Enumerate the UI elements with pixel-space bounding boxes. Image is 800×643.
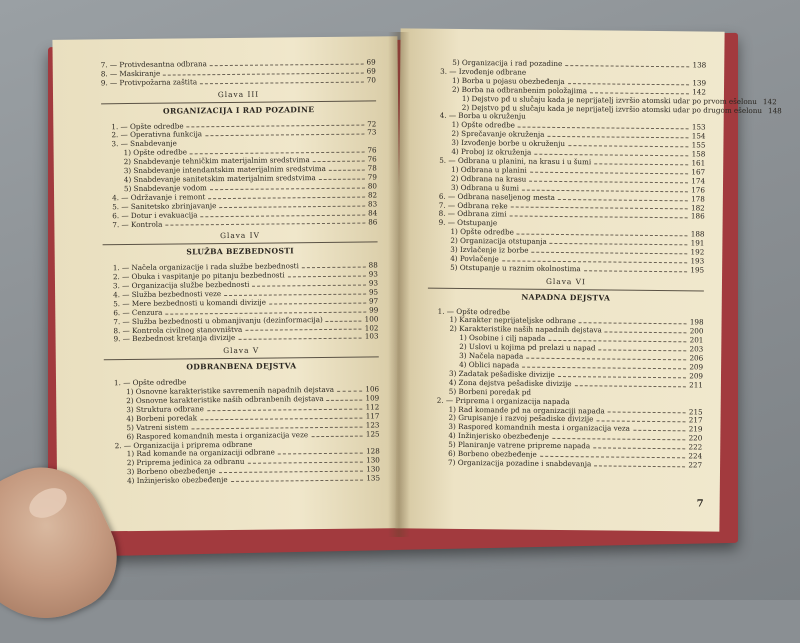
toc-entry-page: 82: [368, 191, 377, 200]
toc-entry-title: 5) Otstupanje u raznim okolnostima: [450, 264, 581, 274]
toc-entry-title: 9. — Protivpožarna zaštita: [101, 78, 197, 88]
toc-entry-title: 7. — Kontrola: [112, 220, 162, 229]
toc-entry-title: 4) Zona dejstva pešadiske divizije: [449, 379, 572, 389]
toc-entry-title: 5) Snabdevanje vodom: [124, 184, 207, 194]
chapter-5-label: Glava V: [104, 346, 379, 358]
toc-entry-page: 86: [368, 218, 377, 227]
toc-leader: [547, 131, 688, 138]
toc-leader: [531, 247, 687, 255]
toc-entry-title: 1) Dejstvo pd u slučaju kada je neprijatelj izvršio atomski udar po prvom ešelonu: [462, 95, 757, 107]
toc-leader: [530, 167, 689, 175]
toc-entry-title: 4) Inžinjerisko obezbeđenje: [448, 432, 549, 442]
toc-entry-page: 139: [692, 79, 706, 88]
toc-entry-title: 4. — Održavanje i remont: [112, 193, 205, 203]
toc-entry-title: 4) Inžinjerisko obezbeđenje: [127, 476, 228, 486]
toc-entry-title: 1) Rad komande pd na organizaciji napada: [449, 405, 605, 416]
toc-leader: [529, 175, 688, 183]
toc-entry-page: 138: [692, 61, 706, 70]
toc-entry-page: 220: [689, 435, 703, 444]
toc-entry-title: 1. — Načela organizacije i rada službe bezbednosti: [113, 262, 299, 273]
toc-leader: [219, 466, 364, 473]
toc-entry-title: 2) Sprečavanje okruženja: [451, 130, 544, 140]
toc-entry-title: 4. — Borba u okruženju: [440, 112, 526, 122]
toc-entry-page: 97: [369, 297, 378, 306]
left-page: [52, 36, 402, 532]
toc-leader: [210, 182, 365, 190]
right-page-toc: [426, 59, 706, 471]
toc-leader: [231, 475, 364, 482]
chapter-3-items: [101, 120, 377, 230]
toc-leader: [596, 416, 685, 423]
toc-entry-title: 1) Rad komande na organizaciji odbrane: [127, 449, 275, 459]
toc-entry-title: 1. — Opšte odredbe: [111, 122, 183, 132]
toc-entry-page: 209: [689, 363, 703, 372]
toc-leader: [526, 353, 686, 361]
toc-entry-page: 222: [688, 444, 702, 453]
toc-entry-title: 7. — Odbrana reke: [439, 201, 508, 211]
toc-leader: [552, 433, 686, 440]
toc-entry-page: 79: [368, 173, 377, 182]
toc-entry-title: 3) Snabdevanje intendantskim materijalnim sredstvima: [124, 165, 326, 176]
toc-entry-title: 5. — Sanitetsko zbrinjavanje: [112, 202, 216, 212]
toc-entry-title: 1) Osnovne karakteristike savremenih napadnih dejstava: [126, 386, 334, 397]
toc-entry: [428, 263, 704, 275]
toc-entry-title: 3) Struktura odbrane: [126, 405, 204, 415]
toc-leader: [248, 457, 364, 464]
toc-entry: [104, 333, 379, 345]
toc-entry-title: 2) Dejstvo pd u slučaju kada je neprijatelj izvršio atomski udar po drugom ešelonu: [462, 103, 762, 115]
toc-leader: [165, 306, 366, 314]
toc-entry-page: 99: [369, 306, 378, 315]
toc-leader: [327, 395, 363, 401]
toc-entry-title: 2. — Organizacija i priprema odbrane: [115, 440, 253, 450]
toc-entry-page: 106: [365, 386, 379, 395]
toc-leader: [269, 297, 366, 304]
rule: [104, 357, 379, 361]
toc-entry: [105, 475, 380, 487]
toc-entry-page: 215: [689, 408, 703, 417]
toc-entry-title: 4) Povlačenje: [450, 255, 499, 264]
toc-leader: [517, 229, 688, 237]
toc-entry-title: 5) Organizacija i rad pozadine: [452, 59, 562, 69]
toc-leader: [205, 129, 364, 137]
toc-entry-page: 109: [365, 394, 379, 403]
toc-entry-page: 112: [366, 403, 380, 412]
toc-leader: [208, 191, 365, 199]
toc-entry-title: 3) Borbeno obezbeđenje: [127, 467, 216, 477]
toc-entry-page: 125: [366, 430, 380, 439]
toc-entry-page: 102: [365, 324, 379, 333]
toc-entry-title: 3) Načela napada: [459, 352, 523, 362]
toc-entry-title: 8. — Kontrola civilnog stanovništva: [113, 325, 242, 335]
toc-leader: [522, 362, 686, 370]
toc-entry-page: 227: [688, 461, 702, 470]
toc-leader: [540, 451, 686, 458]
toc-entry-page: 192: [691, 248, 705, 257]
chapter-3-label: Glava III: [101, 89, 376, 101]
toc-entry-title: 5. — Odbrana u planini, na krasu i u šumi: [439, 157, 591, 167]
toc-leader: [302, 262, 366, 269]
toc-leader: [548, 335, 686, 342]
toc-entry-title: 5) Borbeni poredak pd: [449, 388, 531, 398]
toc-leader: [238, 333, 362, 340]
toc-entry-title: 4) Proboj iz okruženja: [451, 148, 531, 158]
toc-leader: [558, 194, 688, 201]
toc-entry-page: 95: [369, 288, 378, 297]
toc-entry-title: 6) Borbeno obezbeđenje: [448, 450, 537, 460]
toc-leader: [633, 425, 686, 431]
toc-entry: [101, 76, 376, 88]
toc-entry-page: 135: [366, 475, 380, 484]
toc-entry-title: 1. — Opšte odredbe: [438, 307, 510, 317]
toc-entry-page: 69: [366, 58, 375, 67]
toc-entry-title: 2) Grupisanje i razvoj pešadiske divizije: [448, 414, 593, 424]
toc-entry-title: 4) Oblici napada: [459, 361, 519, 371]
book-spine-shadow: [388, 32, 410, 537]
toc-leader: [191, 421, 362, 429]
toc-entry-page: 72: [367, 120, 376, 129]
toc-entry-page: 93: [369, 279, 378, 288]
toc-entry-page: 198: [690, 319, 704, 328]
toc-leader: [568, 78, 690, 85]
toc-entry-title: 6. — Cenzura: [113, 308, 162, 317]
toc-entry-title: 1) Opšte odredbe: [450, 228, 513, 238]
toc-leader: [200, 76, 364, 84]
toc-leader: [608, 407, 686, 414]
toc-entry-title: 8. — Odbrana zimi: [439, 210, 507, 220]
chapter-3-title: ORGANIZACIJA I RAD POZADINE: [101, 105, 376, 117]
toc-entry-title: 3) Zadatak pešadiske divizije: [449, 370, 555, 380]
toc-entry-page: 155: [692, 142, 706, 151]
toc-leader: [594, 158, 688, 165]
toc-leader: [329, 165, 365, 171]
toc-entry-page: 195: [690, 266, 704, 275]
toc-leader: [319, 174, 365, 180]
toc-entry-title: 9. — Bezbednost kretanja divizije: [114, 334, 236, 344]
toc-leader: [584, 265, 688, 272]
toc-entry-page: 148: [768, 107, 782, 116]
toc-leader: [163, 67, 363, 75]
toc-entry-title: 7. — Služba bezbednosti u obmanjivanju (dezinformacija): [113, 316, 322, 327]
toc-entry-page: 211: [689, 381, 703, 390]
toc-entry-title: 3. — Snabdevanje: [111, 140, 176, 150]
toc-entry-page: 69: [367, 67, 376, 76]
toc-entry-title: 7) Organizacija pozadine i snabdevanja: [448, 459, 591, 469]
toc-entry-page: 182: [691, 204, 705, 213]
toc-entry-title: 6. — Dotur i evakuacija: [112, 211, 197, 221]
right-page: [395, 28, 724, 531]
right-top-items: [428, 59, 706, 276]
toc-leader: [337, 386, 362, 392]
toc-entry-page: 153: [692, 124, 706, 133]
toc-leader: [575, 380, 687, 387]
toc-leader: [590, 87, 689, 94]
toc-leader: [568, 140, 689, 147]
toc-entry-page: 128: [366, 448, 380, 457]
toc-entry-page: 178: [691, 195, 705, 204]
toc-entry-title: 2. — Priprema i organizacija napada: [437, 396, 570, 406]
toc-entry-page: 93: [369, 271, 378, 280]
toc-leader: [579, 318, 687, 325]
toc-leader: [200, 412, 363, 420]
toc-leader: [190, 147, 365, 155]
toc-leader: [502, 255, 688, 263]
toc-entry-title: 4) Snabdevanje sanitetskim materijalnim sredstvima: [124, 174, 316, 185]
toc-leader: [594, 460, 685, 467]
right-page-number: 7: [697, 498, 704, 509]
toc-entry-page: 130: [366, 457, 380, 466]
toc-entry-page: 88: [369, 262, 378, 271]
chapter-4-items: [103, 262, 379, 345]
toc-entry-page: 224: [688, 452, 702, 461]
toc-leader: [534, 149, 688, 157]
toc-entry-page: 76: [367, 147, 376, 156]
toc-leader: [558, 371, 687, 378]
toc-entry-page: 130: [366, 466, 380, 475]
toc-entry-page: 174: [691, 177, 705, 186]
toc-leader: [200, 209, 365, 217]
toc-entry-page: 100: [365, 315, 379, 324]
toc-entry-page: 70: [367, 76, 376, 85]
toc-entry-page: 83: [368, 200, 377, 209]
toc-leader: [605, 327, 687, 334]
toc-entry-page: 191: [691, 239, 705, 248]
toc-entry-title: 4. — Služba bezbednosti veze: [113, 290, 221, 300]
toc-leader: [550, 238, 688, 245]
toc-entry-page: 161: [691, 159, 705, 168]
toc-entry-title: 2) Snabdevanje tehničkim materijalnim sredstvima: [124, 156, 310, 167]
toc-entry-page: 176: [691, 186, 705, 195]
toc-entry-page: 142: [763, 98, 777, 107]
toc-entry-page: 167: [691, 168, 705, 177]
toc-entry-title: 2) Karakteristike naših napadnih dejstava: [449, 325, 601, 336]
toc-entry-title: 3. — Izvođenje odbrane: [440, 68, 526, 78]
toc-entry-title: 3. — Organizacija službe bezbednosti: [113, 281, 250, 291]
toc-leader: [593, 443, 685, 450]
chapter-4-label: Glava IV: [102, 231, 377, 243]
chapter-5-items: [104, 377, 380, 487]
toc-entry-title: 5) Planiranje vatrene pripreme napada: [448, 441, 590, 451]
toc-entry-page: 186: [691, 213, 705, 222]
toc-entry-title: 1. — Opšte odredbe: [114, 379, 186, 389]
toc-entry-title: 1) Osobine i cilj napada: [459, 334, 545, 344]
toc-leader: [313, 156, 365, 162]
toc-entry-title: 1) Odbrana u planini: [451, 166, 527, 176]
toc-leader: [311, 430, 363, 436]
toc-entry-page: 201: [690, 337, 704, 346]
toc-leader: [224, 288, 366, 295]
toc-entry-page: 188: [691, 231, 705, 240]
toc-entry-title: 3) Izvlačenje iz borbe: [450, 246, 528, 256]
toc-entry-title: 2) Borba na odbranbenim položajima: [452, 86, 587, 96]
toc-leader: [565, 60, 689, 67]
toc-entry-page: 84: [368, 209, 377, 218]
toc-entry-page: 73: [367, 129, 376, 138]
toc-leader: [510, 211, 688, 219]
toc-leader: [522, 184, 688, 192]
rule: [101, 100, 376, 104]
toc-entry-page: 217: [689, 417, 703, 426]
toc-entry-page: 209: [689, 372, 703, 381]
chapter-4-title: SLUŽBA BEZBEDNOSTI: [103, 247, 378, 259]
toc-entry-title: 7. — Protivdesantna odbrana: [101, 60, 207, 70]
rule: [103, 242, 378, 246]
toc-entry-page: 203: [690, 346, 704, 355]
toc-entry-page: 78: [368, 164, 377, 173]
toc-entry-title: 1) Opšte odredbe: [452, 121, 515, 131]
toc-entry-title: 2. — Operativna funkcija: [111, 131, 202, 141]
toc-entry-title: 5. — Mere bezbednosti u komandi divizije: [113, 298, 266, 309]
toc-leader: [518, 122, 689, 130]
toc-entry-page: 206: [689, 354, 703, 363]
toc-entry-title: 6. — Odbrana naseljenog mesta: [439, 192, 555, 202]
toc-entry-page: 76: [368, 156, 377, 165]
toc-entry-page: 80: [368, 182, 377, 191]
toc-leader: [207, 403, 363, 411]
toc-entry: [102, 218, 377, 230]
toc-leader: [278, 448, 363, 455]
left-page-toc: [101, 58, 380, 486]
toc-entry-title: 3) Izvođenje borbe u okruženju: [451, 139, 565, 149]
toc-entry-title: 3) Odbrana u šumi: [451, 184, 519, 194]
toc-leader: [187, 120, 365, 128]
toc-entry-title: 2) Uslovi u kojima pd prelazi u napad: [459, 343, 595, 353]
chapter-6-label: Glava VI: [428, 276, 704, 288]
toc-leader: [598, 345, 686, 352]
left-top-items: [101, 58, 376, 88]
toc-entry-title: 3) Raspored komandnih mesta i organizacija veza: [448, 423, 630, 434]
toc-entry-page: 117: [366, 412, 380, 421]
toc-entry-page: 142: [692, 88, 706, 97]
toc-entry-page: 158: [692, 150, 706, 159]
toc-entry-title: 1) Borba u pojasu obezbeđenja: [452, 77, 565, 87]
toc-entry: [426, 459, 702, 471]
toc-entry-title: 4) Borbeni poredak: [126, 414, 197, 424]
toc-entry-title: 2. — Obuka i vaspitanje po pitanju bezbednosti: [113, 272, 285, 283]
toc-leader: [210, 59, 364, 67]
chapter-6-title: NAPADNA DEJSTVA: [428, 292, 704, 304]
toc-entry-title: 9. — Otstupanje: [439, 219, 498, 229]
toc-entry-page: 193: [690, 257, 704, 266]
toc-entry-page: 103: [365, 333, 379, 342]
toc-leader: [219, 200, 365, 207]
toc-leader: [245, 324, 362, 331]
toc-leader: [288, 271, 366, 278]
toc-leader: [326, 315, 362, 321]
rule: [428, 287, 704, 291]
toc-entry-title: 1) Karakter neprijateljske odbrane: [450, 316, 576, 326]
chapter-5-title: ODBRANBENA DEJSTVA: [104, 362, 379, 374]
toc-entry-title: 2) Osnovne karakteristike naših odbranbenih dejstava: [126, 395, 324, 406]
toc-entry-page: 154: [692, 133, 706, 142]
toc-entry-page: 123: [366, 421, 380, 430]
toc-entry-title: 2) Organizacija otstupanja: [450, 237, 547, 247]
toc-leader: [511, 202, 688, 210]
chapter-6-items: [426, 307, 704, 470]
toc-leader: [252, 280, 365, 287]
toc-entry-title: 2) Priprema jedinica za odbranu: [127, 458, 245, 468]
toc-entry-title: 1) Opšte odredbe: [124, 149, 187, 159]
toc-entry-title: 5) Vatreni sistem: [126, 423, 188, 433]
toc-leader: [165, 218, 365, 226]
toc-entry-page: 200: [690, 328, 704, 337]
toc-entry-title: 2) Odbrana na krasu: [451, 175, 526, 185]
toc-entry-title: 8. — Maskiranje: [101, 70, 161, 80]
toc-entry-title: 6) Raspored komandnih mesta i organizacija veze: [127, 431, 309, 442]
toc-entry-page: 219: [689, 426, 703, 435]
